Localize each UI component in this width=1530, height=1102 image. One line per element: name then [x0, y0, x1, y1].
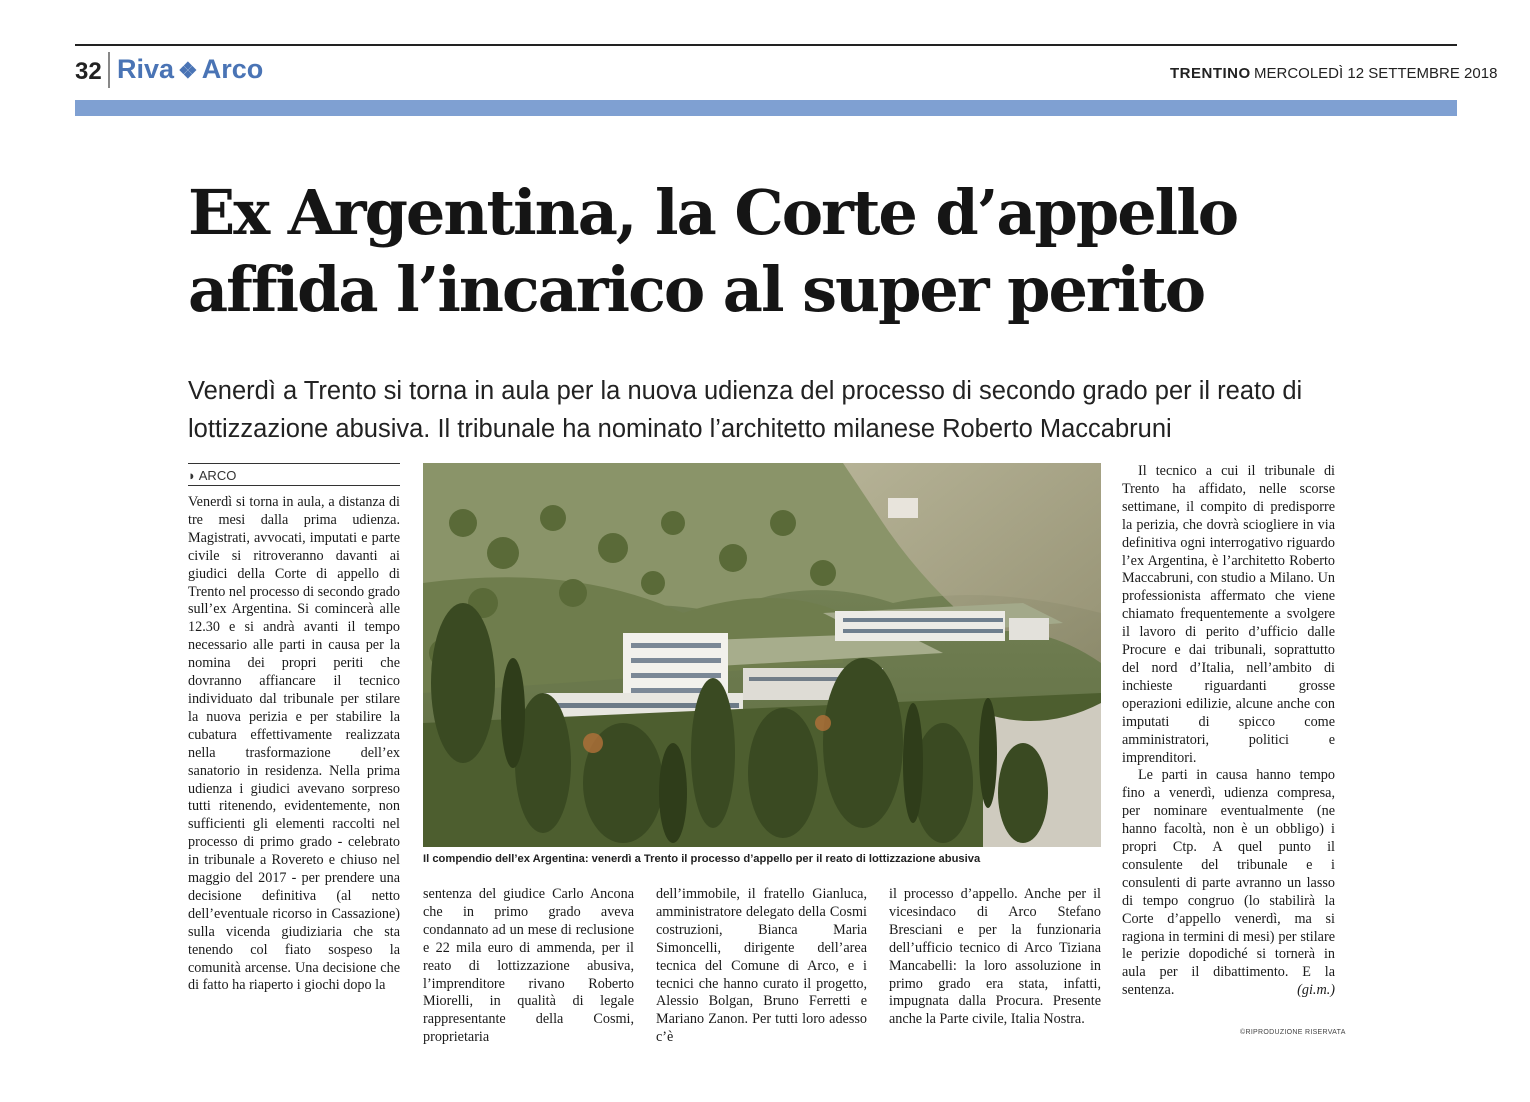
- article-headline: [188, 174, 1388, 328]
- header-separator: [108, 52, 110, 88]
- column-4-text: il processo d’appello. Anche per il vicesindaco di Arco Stefano Bresciani e per la funzionaria dell’ufficio tecnico di Arco Tiziana Mancabelli: la loro assoluzione in primo grado era stata, infatti, impugnata dalla Procura. Presente anche la Parte civile, Italia Nostra.: [889, 886, 1101, 1028]
- article-photo: [423, 463, 1101, 847]
- headline-line-1: Ex Argentina, la Corte d’appello: [188, 176, 1238, 249]
- location-tag: [188, 468, 236, 483]
- section-arco: Arco: [201, 54, 264, 84]
- publication-date: MERCOLEDÌ 12 SETTEMBRE 2018: [1254, 65, 1498, 82]
- section-color-band: [75, 100, 1457, 116]
- column-2-text: sentenza del giudice Carlo Ancona che in primo grado aveva condannato ad un mese di reclusione e 22 mila euro di ammenda, per il reato di lottizzazione abusiva, l’imprenditore rivano Roberto Miorelli, in qualità di legale rappresentante della Cosmi, proprietaria: [423, 886, 634, 1046]
- text-column-3: [656, 886, 867, 1047]
- column-5-paragraph-1: Il tecnico a cui il tribunale di Trento ha affidato, nelle scorse settimane, il compito di predisporre la perizia, che dovrà sciogliere in via definitiva ogni interrogativo riguardo l’ex Argentina, è l’architetto Roberto Maccabruni, con studio a Milano. Un professionista affermato che viene chiamato frequentemente a svolgere il lavoro di perito d’ufficio dalle Procure e dai tribunali, soprattutto del nord d’Italia, nell’ambito di inchieste riguardanti grosse operazioni edilizie, alcune anche con imputati di spicco come amministratori, politici e imprenditori.: [1122, 463, 1335, 766]
- diamond-icon: ❖: [178, 58, 198, 83]
- headline-line-2: affida l’incarico al super perito: [188, 253, 1205, 326]
- location-rule-bottom: [188, 485, 400, 486]
- copyright-notice: ©RIPRODUZIONE RISERVATA: [1240, 1029, 1346, 1036]
- photo-caption: Il compendio dell’ex Argentina: venerdì a Trento il processo d’appello per il reato di lottizzazione abusiva: [423, 853, 981, 865]
- text-column-4: [889, 886, 1101, 1029]
- text-column-1: [188, 494, 400, 995]
- column-5-paragraph-2-text: Le parti in causa hanno tempo fino a venerdì, udienza compresa, per nominare eventualmente (ne hanno facoltà, non è un obbligo) i propri Ctp. A quel punto il consulente del tribunale e i consulenti di parte avranno un lasso di tempo congruo (lo stabilirà la Corte d’appello venerdì, ma si ragiona in termini di mesi) per stilare le perizie dopodiché si tornerà in aula per il dibattimento. E la sentenza.: [1122, 767, 1335, 999]
- page-number: 32: [75, 58, 102, 85]
- text-column-2: [423, 886, 634, 1047]
- text-column-5: [1122, 463, 1335, 1000]
- section-label: [117, 54, 263, 85]
- column-1-text: Venerdì si torna in aula, a distanza di tre mesi dalla prima udienza. Magistrati, avvocati, imputati e parte civile si ritroveranno davanti ai giudici della Corte di appello di Trento nel processo di secondo grado sull’ex Argentina. Si comincerà alle 12.30 e si andrà avanti il tempo necessario alle parti in causa per la nomina dei propri periti che dovranno affiancare il tecnico individuato dal tribunale per stilare la nuova perizia e per stabilire la cubatura effettivamente realizzata nella trasformazione dell’ex sanatorio in residenza. Nella prima udienza i giudici avevano sorpreso tutti ritenendo, evidentemente, non sufficienti gli elementi raccolti nel processo di primo grado - celebrato in tribunale a Rovereto e chiuso nel maggio del 2017 - per prendere una decisione definitiva (al netto dell’eventuale ricorso in Cassazione) sulla vicenda giudiziaria che sta tenendo col fiato sospeso la comunità arcense. Una decisione che di fatto ha riaperto i giochi dopo la: [188, 494, 400, 994]
- column-5-paragraph-2: [1122, 767, 1335, 1000]
- article-subtitle: Venerdì a Trento si torna in aula per la nuova udienza del processo di secondo grado per il reato di lottizzazione abusiva. Il tribunale ha nominato l’architetto milanese Roberto Maccabruni: [188, 377, 1303, 443]
- section-riva: Riva: [117, 54, 175, 84]
- header-rule: [75, 44, 1457, 46]
- location-rule: [188, 463, 400, 464]
- hillside-buildings-illustration: [423, 463, 1101, 847]
- location-label: ARCO: [198, 468, 237, 483]
- location-marker-icon: ◗: [188, 468, 196, 483]
- author-signature: (gi.m.): [1297, 982, 1335, 999]
- column-3-text: dell’immobile, il fratello Gianluca, amministratore delegato della Cosmi costruzioni, Bianca Maria Simoncelli, dirigente dell’area tecnica del Comune di Arco, e i tecnici che hanno curato il progetto, Alessio Bolgan, Bruno Ferretti e Mariano Zanon. Per tutti loro adesso c’è: [656, 886, 867, 1046]
- newspaper-name: TRENTINO: [1170, 65, 1251, 82]
